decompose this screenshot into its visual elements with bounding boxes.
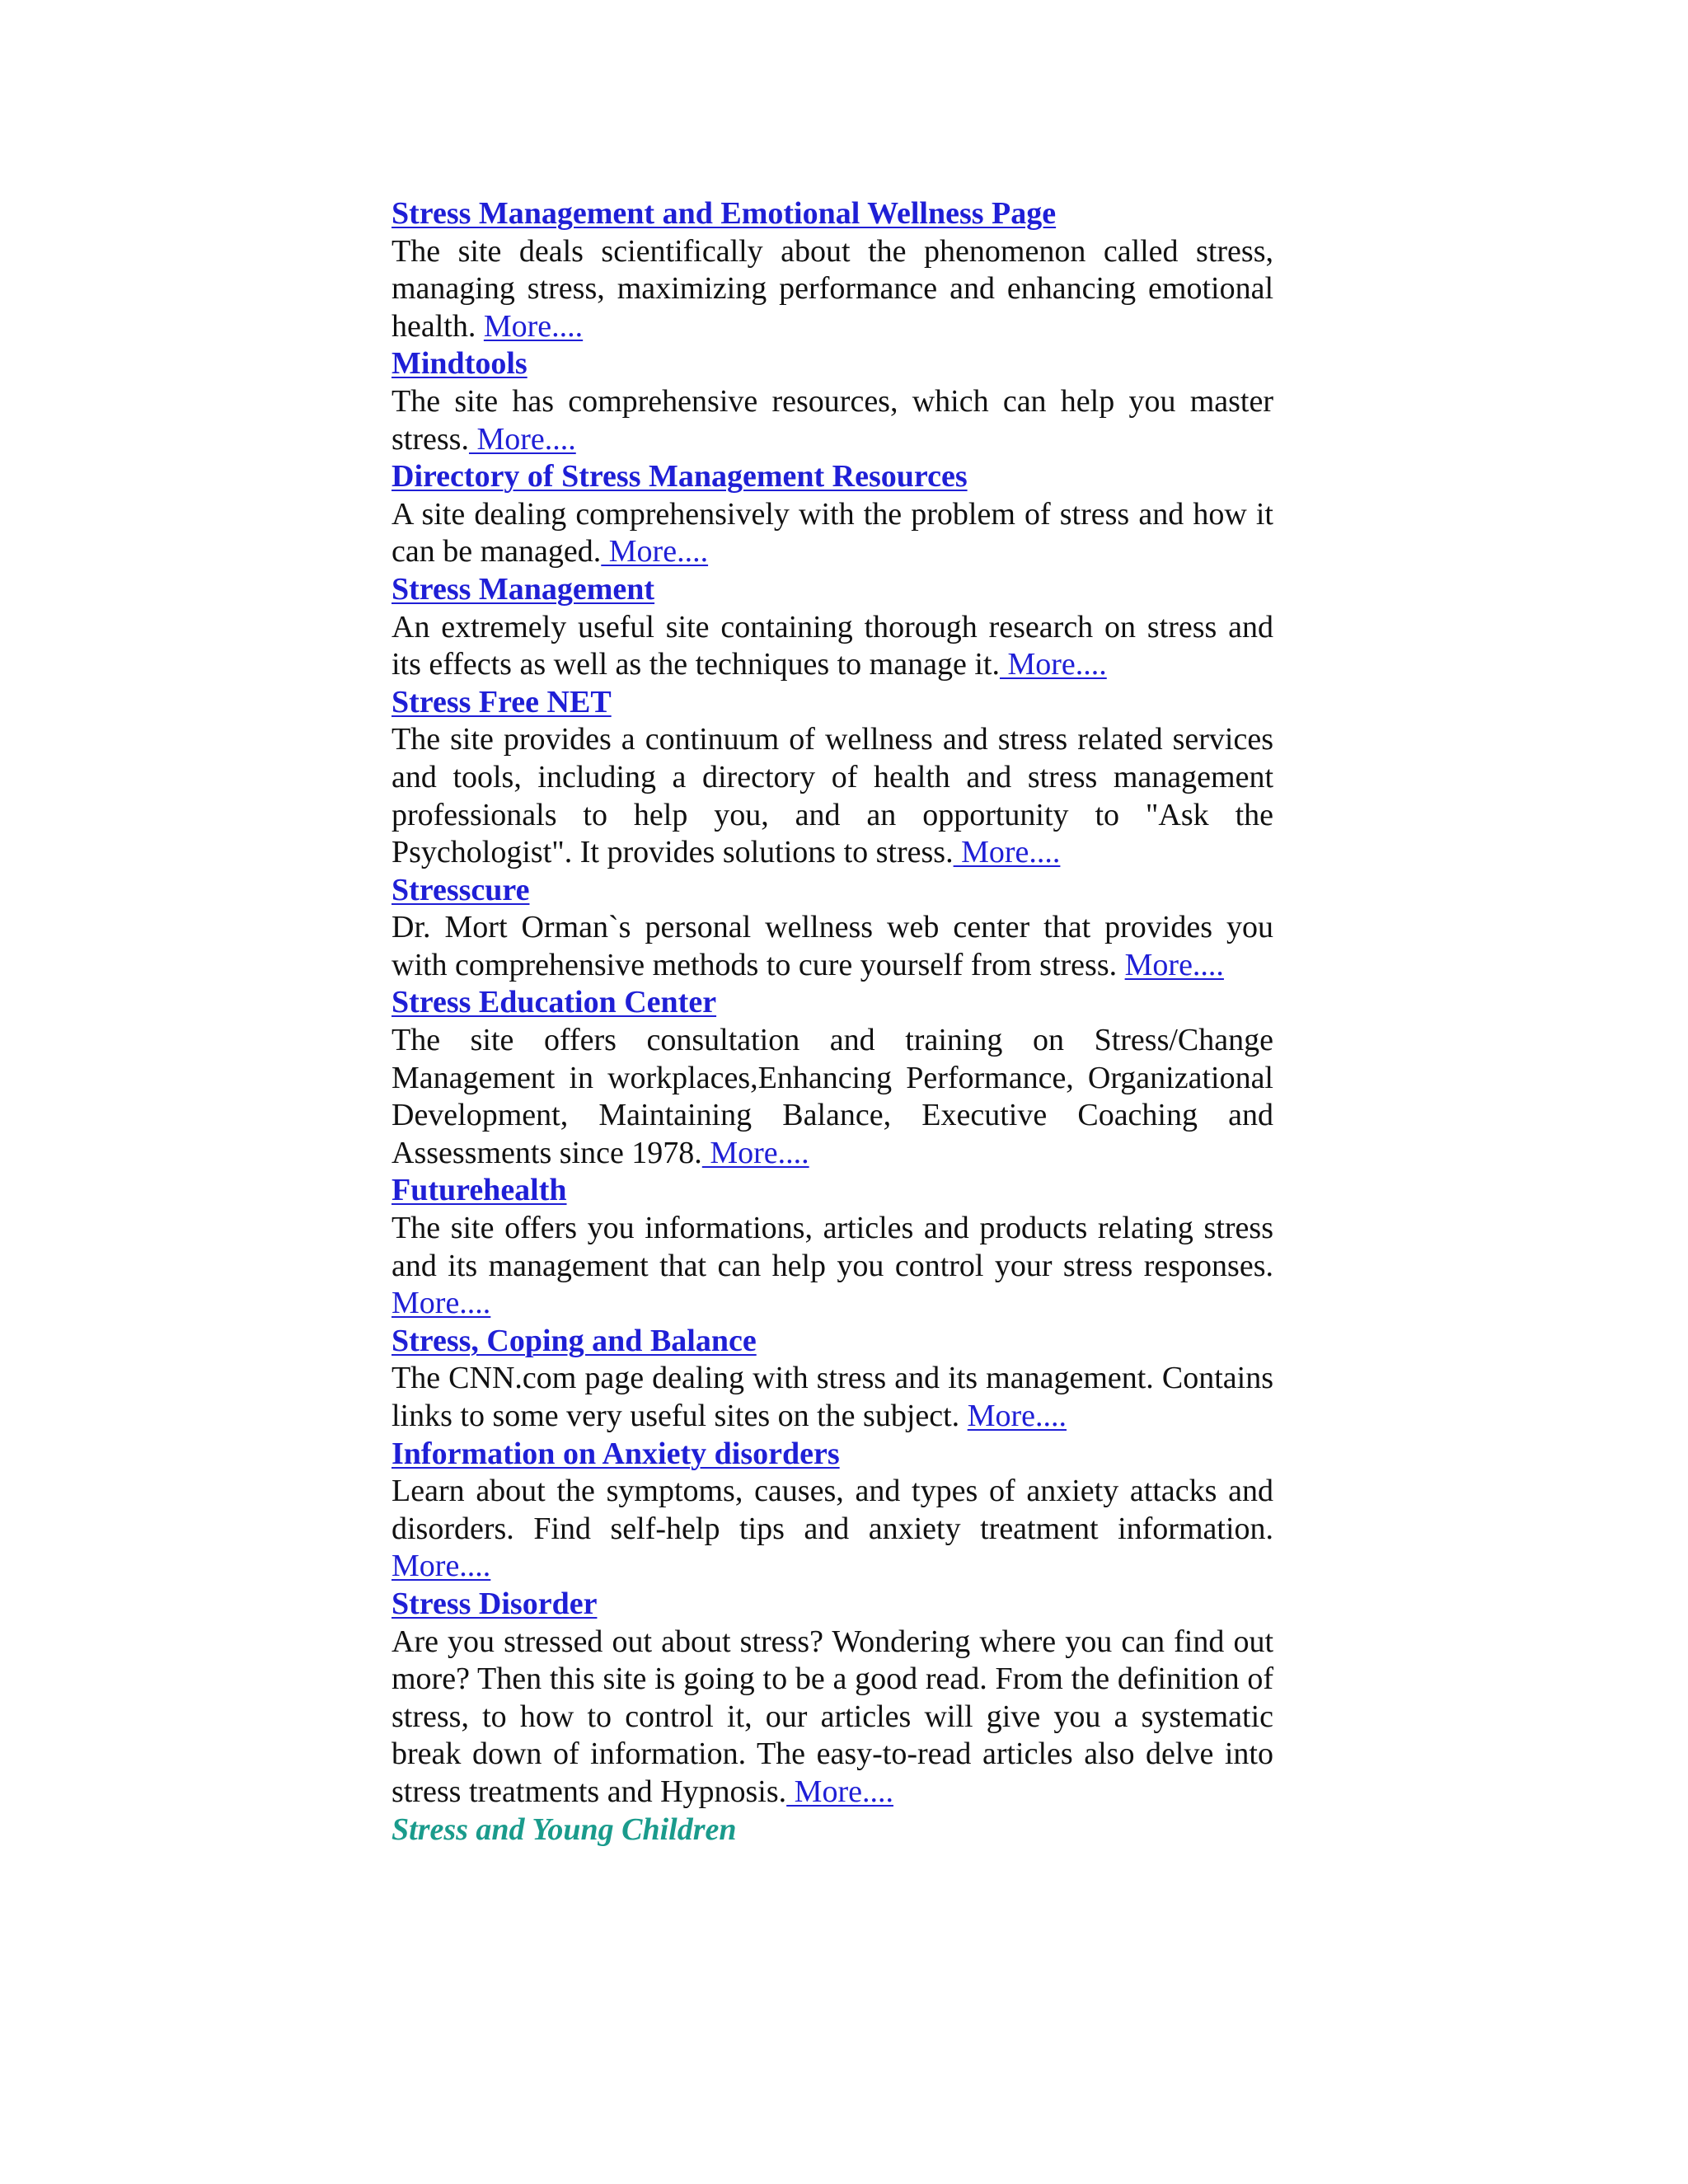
description-text: The site has comprehensive resources, which can help you master stress. — [392, 383, 1273, 457]
resource-description — [392, 909, 1273, 984]
resource-entry — [392, 1586, 1273, 1811]
resource-description — [392, 1022, 1273, 1172]
resource-description — [392, 383, 1273, 458]
more-link[interactable]: More.... — [392, 1286, 491, 1321]
resource-title-link[interactable]: Stress, Coping and Balance — [392, 1323, 757, 1358]
resource-entry — [392, 684, 1273, 872]
resource-description — [392, 496, 1273, 571]
more-link[interactable]: More.... — [701, 1135, 809, 1170]
description-text: The site deals scientifically about the phenomenon called stress, managing stress, maximizing performance and enhancing emotional health. — [392, 233, 1273, 344]
resource-title-link[interactable]: Stresscure — [392, 872, 530, 907]
resource-entry — [392, 571, 1273, 684]
description-text: Dr. Mort Orman`s personal wellness web center that provides you with comprehensive methods to cure yourself from stress. — [392, 910, 1273, 982]
description-text: An extremely useful site containing thorough research on stress and its effects as well as the techniques to manage it. — [392, 609, 1273, 682]
resource-entry — [392, 872, 1273, 985]
description-text: The site offers you informations, articles and products relating stress and its management that can help you control your stress responses. — [392, 1211, 1273, 1283]
resource-list — [392, 195, 1273, 1849]
resource-description — [392, 721, 1273, 871]
more-link[interactable]: More.... — [786, 1774, 893, 1809]
resource-description — [392, 609, 1273, 684]
description-text: Learn about the symptoms, causes, and types of anxiety attacks and disorders. Find self-help tips and anxiety treatment information. — [392, 1474, 1273, 1546]
description-text: The site offers consultation and training on Stress/Change Management in workplaces,Enhancing Performance, Organizational Development, Maintaining Balance, Executive Coaching and Assessments since 1978. — [392, 1023, 1273, 1170]
resource-entry — [392, 195, 1273, 345]
resource-title-link[interactable]: Stress Management — [392, 571, 655, 607]
section-heading: Stress and Young Children — [392, 1811, 737, 1847]
resource-description — [392, 1360, 1273, 1435]
more-link[interactable]: More.... — [1124, 947, 1224, 982]
description-text: The CNN.com page dealing with stress and its management. Contains links to some very useful sites on the subject. — [392, 1361, 1273, 1433]
more-link[interactable]: More.... — [953, 835, 1061, 870]
resource-description — [392, 1210, 1273, 1323]
more-link[interactable]: More.... — [392, 1549, 491, 1584]
description-text: The site provides a continuum of wellness and stress related services and tools, including a directory of health and stress management professionals to help you, and an opportunity to "Ask the Psychologist". It provides solutions to stress. — [392, 722, 1273, 870]
resource-entry — [392, 458, 1273, 571]
more-link[interactable]: More.... — [967, 1399, 1067, 1433]
more-link[interactable]: More.... — [999, 647, 1107, 682]
resource-entry — [392, 345, 1273, 458]
resource-description — [392, 233, 1273, 346]
resource-entry — [392, 1323, 1273, 1436]
resource-title-link[interactable]: Stress Disorder — [392, 1586, 598, 1621]
description-text: A site dealing comprehensively with the problem of stress and how it can be managed. — [392, 496, 1273, 569]
resource-title-link[interactable]: Stress Free NET — [392, 684, 612, 719]
more-link[interactable]: More.... — [468, 421, 576, 457]
description-text: Are you stressed out about stress? Wondering where you can find out more? Then this site is going to be a good read. From the definition of stress, to how to control it, our articles will give you a systematic break down of information. The easy-to-read articles also delve into stress treatments and Hypnosis. — [392, 1624, 1273, 1809]
resource-title-link[interactable]: Information on Anxiety disorders — [392, 1436, 840, 1471]
resource-title-link[interactable]: Futurehealth — [392, 1173, 567, 1208]
more-link[interactable]: More.... — [601, 534, 709, 569]
more-link[interactable]: More.... — [483, 308, 584, 344]
resource-entry — [392, 984, 1273, 1172]
resource-entry — [392, 1172, 1273, 1322]
resource-title-link[interactable]: Directory of Stress Management Resources — [392, 459, 968, 494]
resource-description — [392, 1473, 1273, 1586]
resource-entry — [392, 1436, 1273, 1586]
resource-title-link[interactable]: Stress Management and Emotional Wellness Page — [392, 196, 1057, 231]
resource-title-link[interactable]: Mindtools — [392, 346, 528, 382]
resource-description — [392, 1624, 1273, 1811]
resource-title-link[interactable]: Stress Education Center — [392, 985, 717, 1020]
